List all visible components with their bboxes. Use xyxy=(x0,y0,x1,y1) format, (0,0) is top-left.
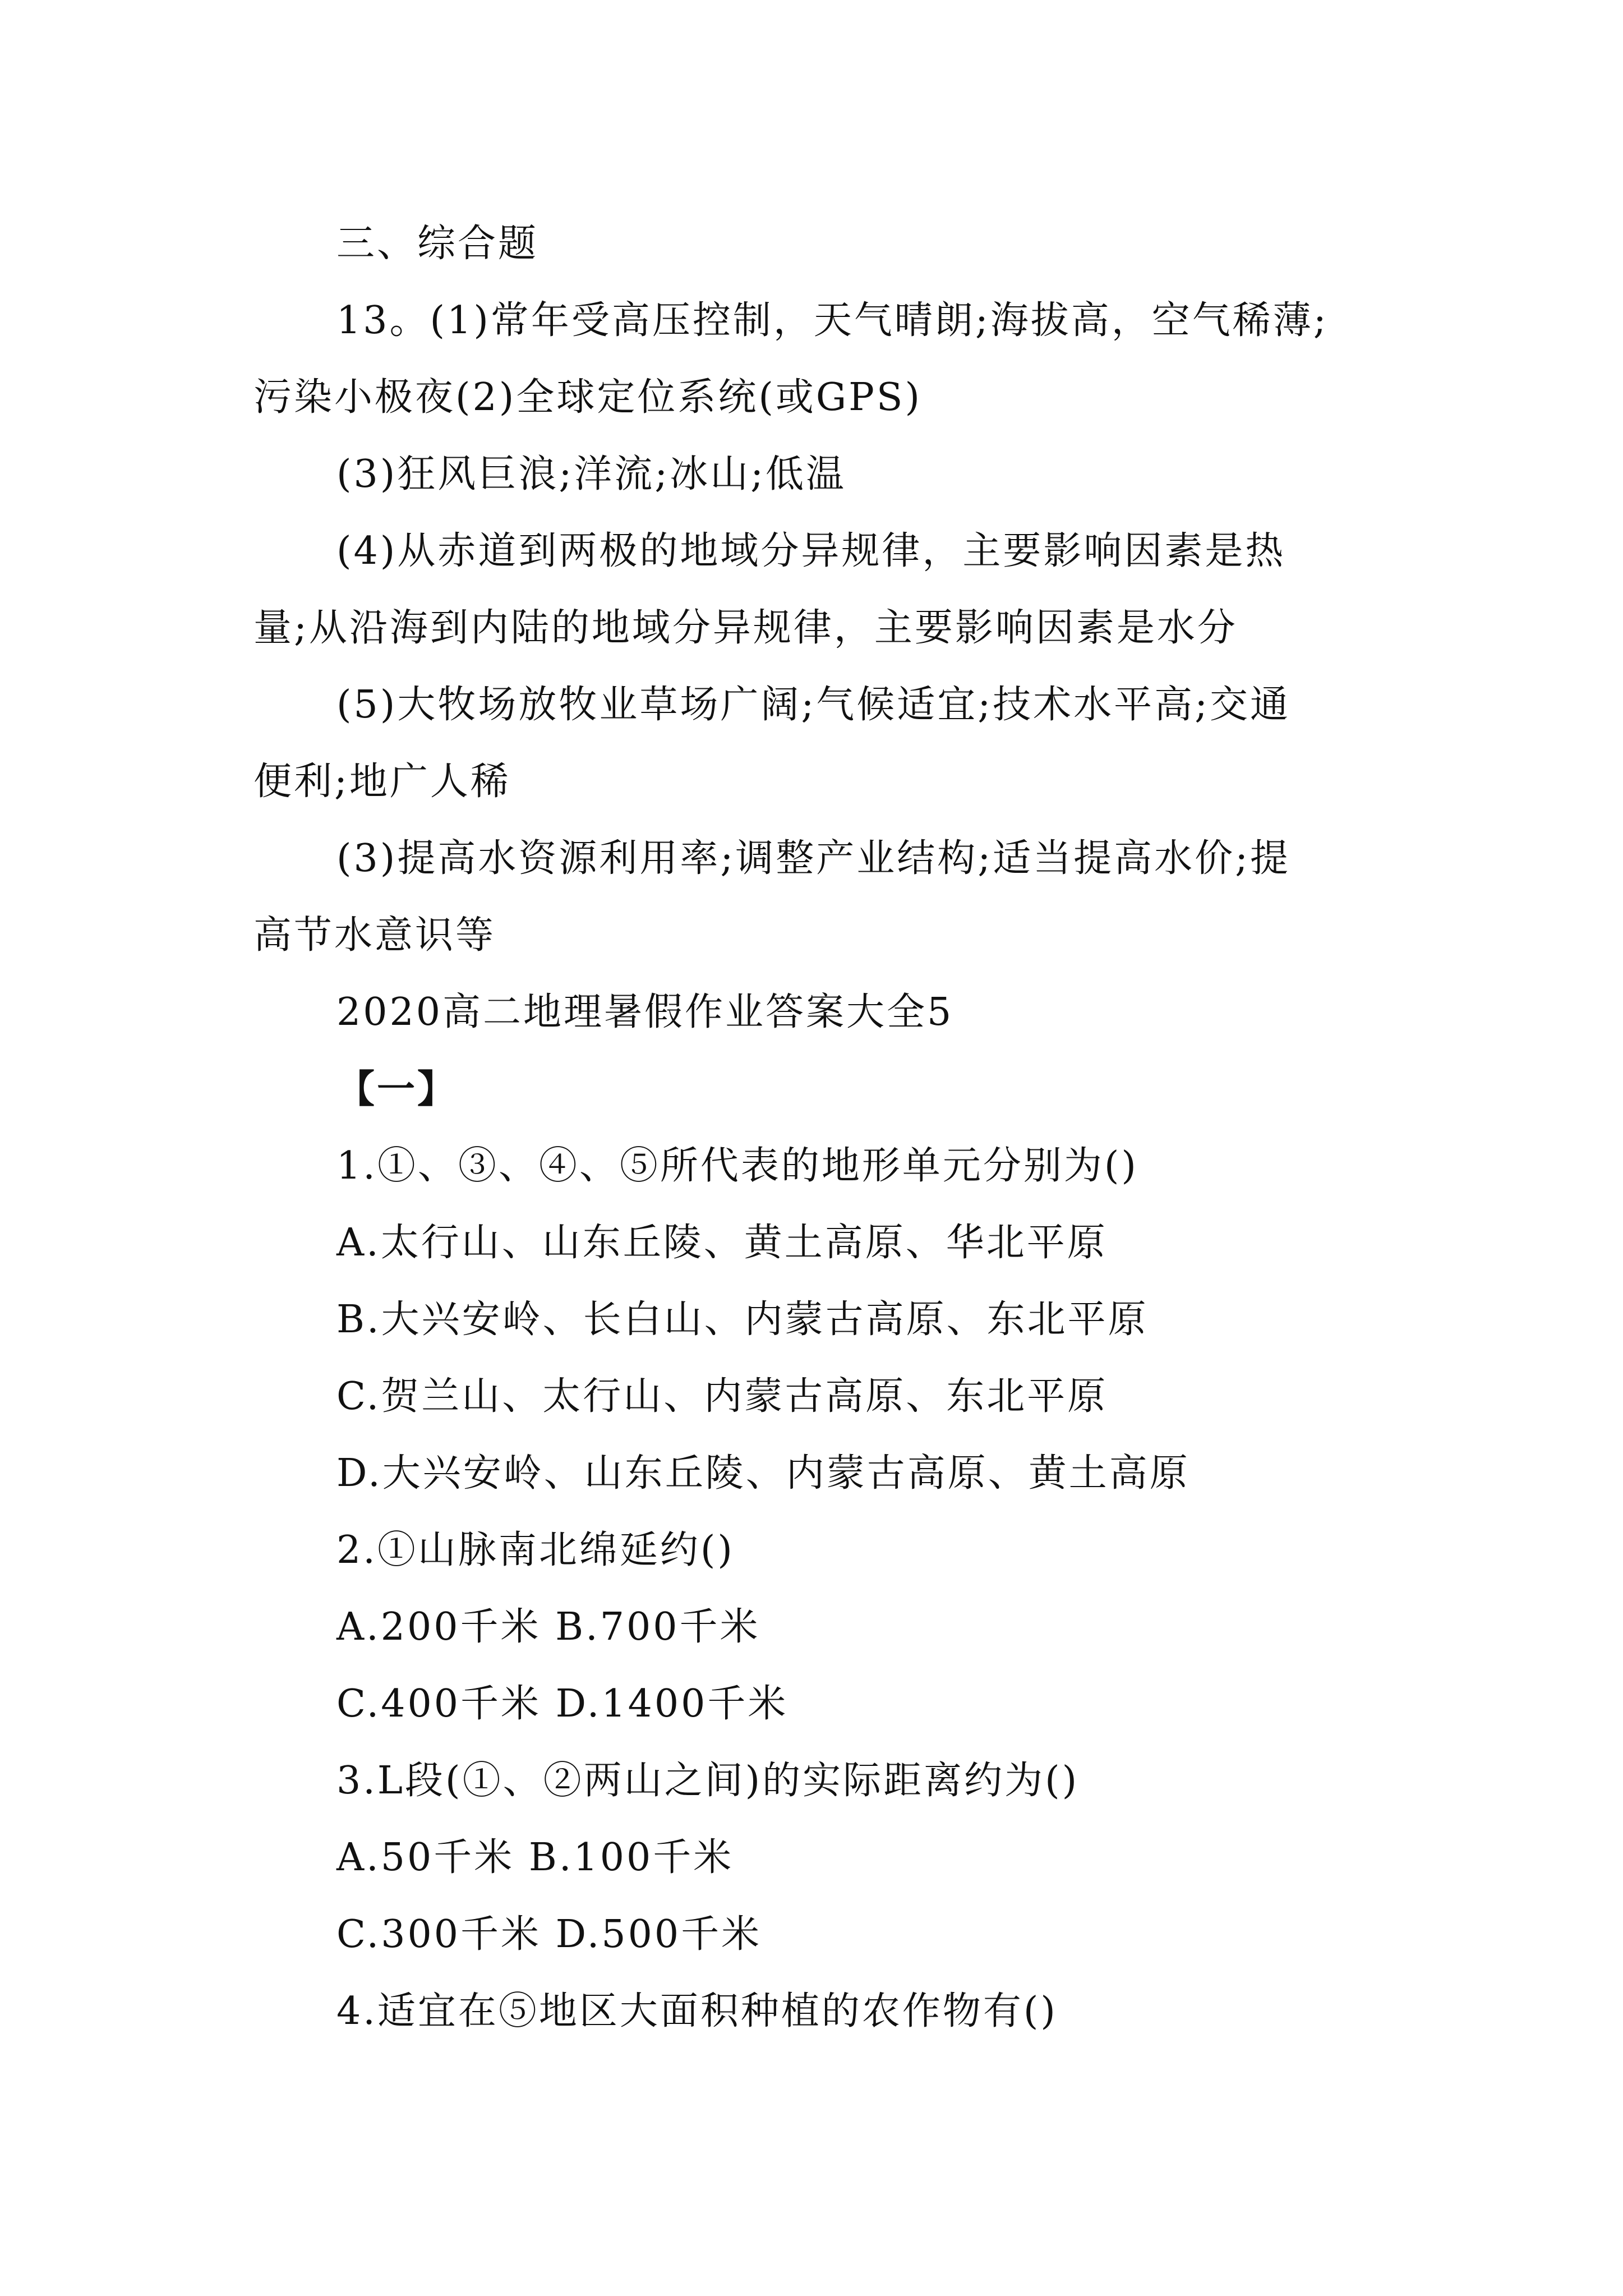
question-1-option-b: B.大兴安岭、长白山、内蒙古高原、东北平原 xyxy=(336,1297,1149,1342)
answer-13-part-5-line-2: 便利;地广人稀 xyxy=(253,760,511,804)
question-1: 1.①、③、④、⑤所代表的地形单元分别为() xyxy=(336,1144,1138,1188)
answer-13-part-4-line-2: 量;从沿海到内陆的地域分异规律，主要影响因素是水分 xyxy=(253,606,1238,650)
answer-13-part-5-line-1: (5)大牧场放牧业草场广阔;气候适宜;技术水平高;交通 xyxy=(336,683,1291,727)
answer-13-part-3: (3)狂风巨浪;洋流;冰山;低温 xyxy=(336,452,847,496)
question-3-options-ab: A.50千米 B.100千米 xyxy=(336,1835,734,1880)
part-label: 【一】 xyxy=(336,1067,458,1112)
question-3: 3.L段(①、②两山之间)的实际距离约为() xyxy=(336,1759,1080,1803)
question-2-options-ab: A.200千米 B.700千米 xyxy=(336,1605,760,1649)
question-2-options-cd: C.400千米 D.1400千米 xyxy=(336,1682,789,1726)
answer-13-part-6-line-1: (3)提高水资源利用率;调整产业结构;适当提高水价;提 xyxy=(336,836,1291,881)
answer-13-part-6-line-2: 高节水意识等 xyxy=(253,913,496,958)
answer-13-line-2: 污染小极夜(2)全球定位系统(或GPS) xyxy=(253,375,923,420)
question-3-options-cd: C.300千米 D.500千米 xyxy=(336,1912,762,1957)
answer-13-line-1: 13。(1)常年受高压控制，天气晴朗;海拔高，空气稀薄; xyxy=(336,298,1329,343)
question-2: 2.①山脉南北绵延约() xyxy=(336,1528,735,1572)
section-heading: 三、综合题 xyxy=(336,222,539,266)
document-title: 2020高二地理暑假作业答案大全5 xyxy=(336,990,954,1034)
question-4: 4.适宜在⑤地区大面积种植的农作物有() xyxy=(336,1989,1058,2033)
question-1-option-d: D.大兴安岭、山东丘陵、内蒙古高原、黄土高原 xyxy=(336,1451,1190,1496)
question-1-option-a: A.太行山、山东丘陵、黄土高原、华北平原 xyxy=(336,1221,1108,1265)
question-1-option-c: C.贺兰山、太行山、内蒙古高原、东北平原 xyxy=(336,1374,1108,1419)
answer-13-part-4-line-1: (4)从赤道到两极的地域分异规律，主要影响因素是热 xyxy=(336,529,1286,573)
